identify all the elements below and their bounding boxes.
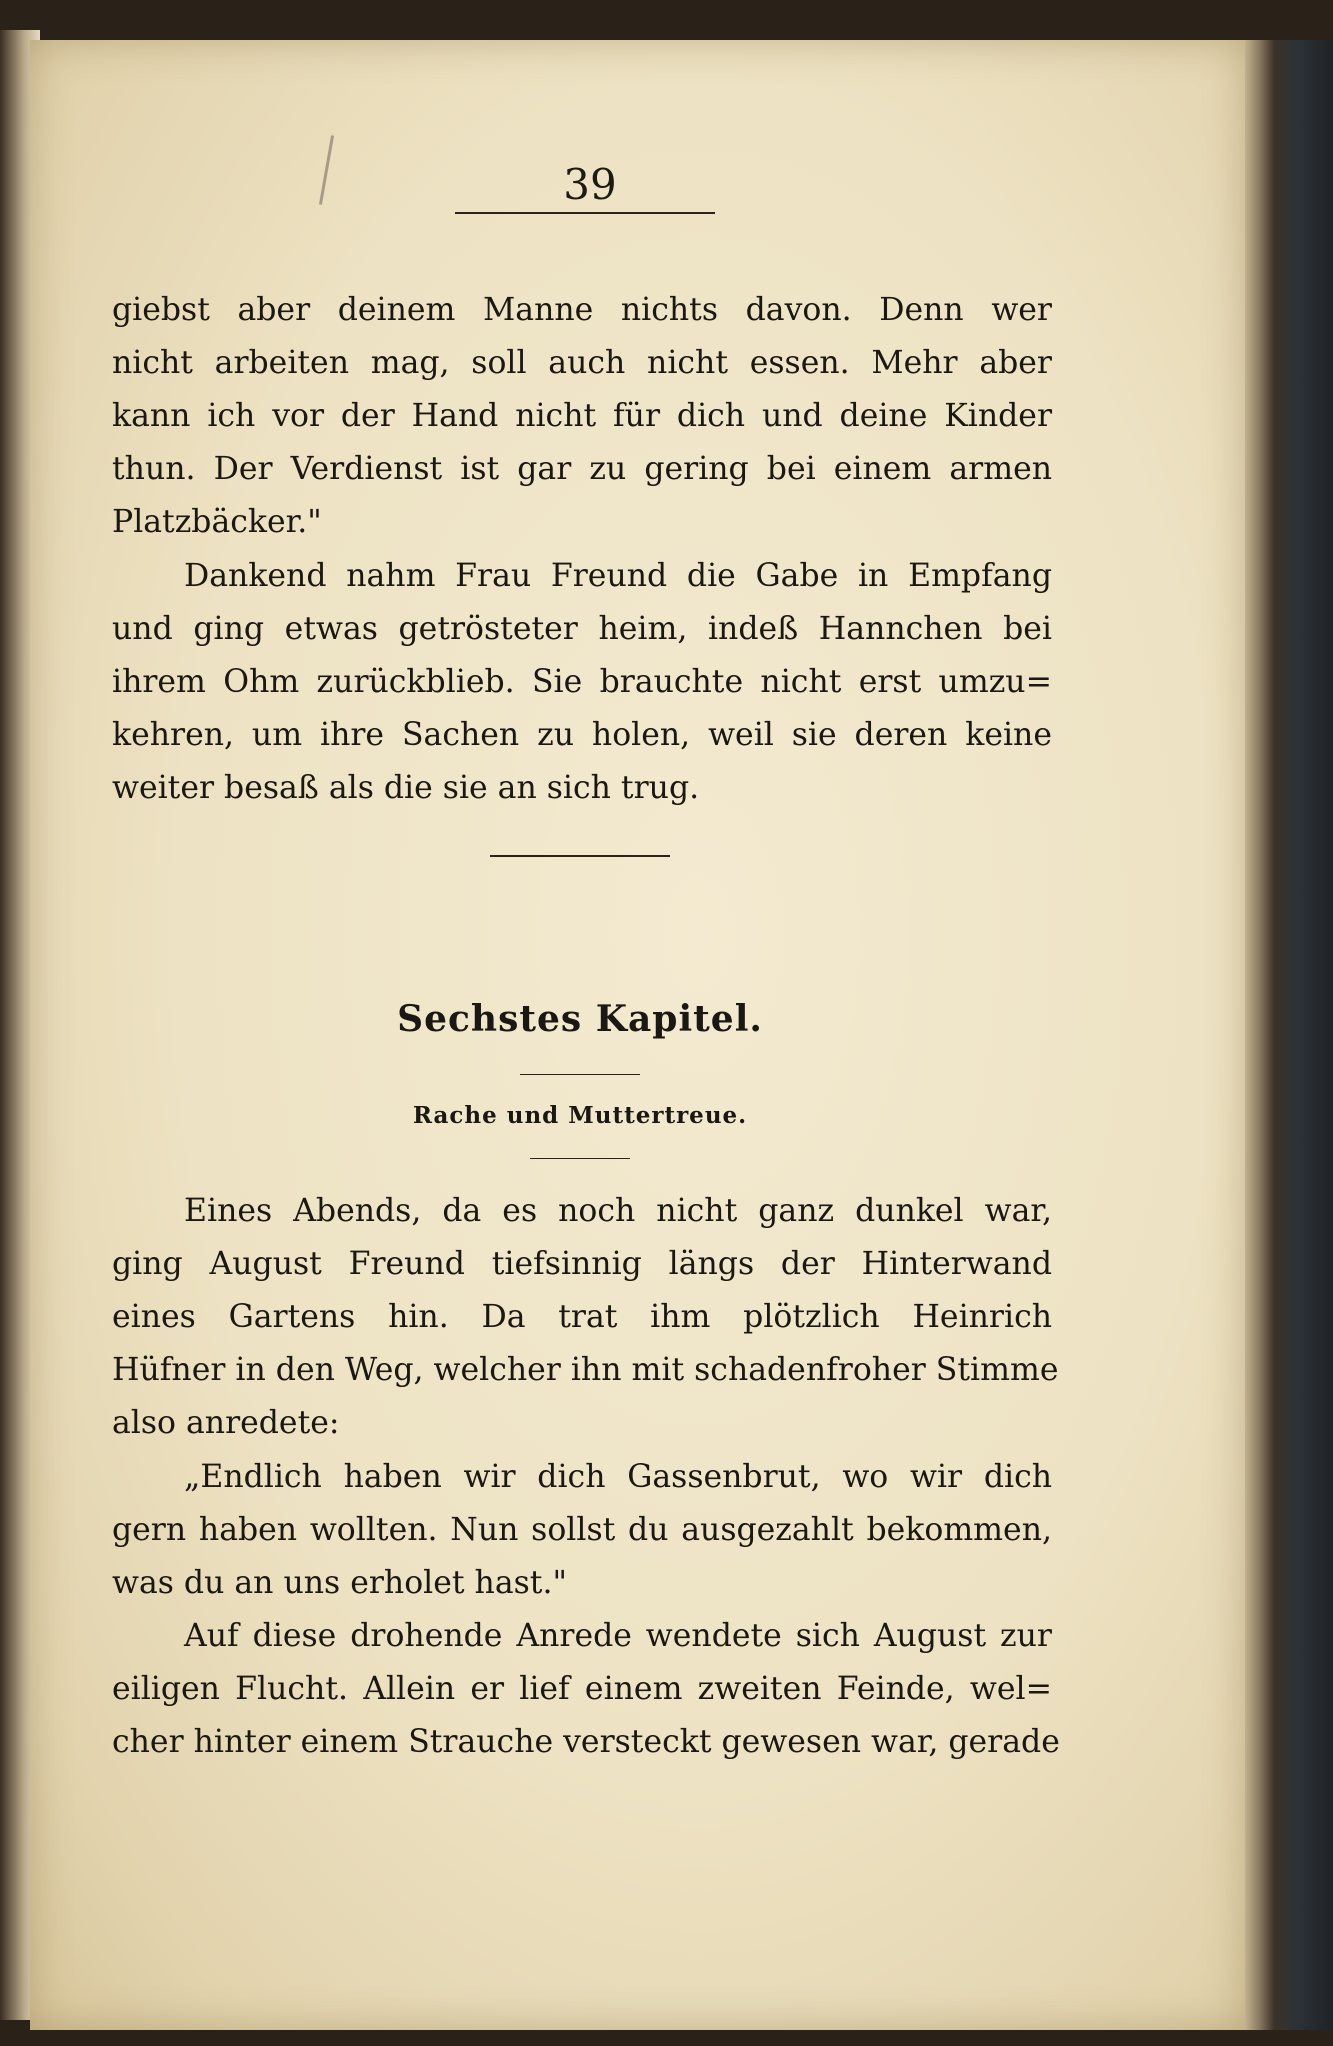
paragraph-3: [112, 1185, 1059, 1450]
text-line: Eines Abends, da es noch nicht ganz dunkel war,: [184, 1193, 1052, 1229]
book-page: [30, 40, 1245, 2030]
text-line: „Endlich haben wir dich Gassenbrut, wo wir dich: [184, 1459, 1052, 1495]
text-line: ging August Freund tiefsinnig längs der Hinterwand: [112, 1246, 1052, 1282]
section-divider: [490, 855, 670, 857]
paragraph-2: [112, 550, 1052, 815]
text-line: Hüfner in den Weg, welcher ihn mit schadenfroher Stimme: [112, 1352, 1059, 1388]
text-line: gern haben wollten. Nun sollst du ausgezahlt bekommen,: [112, 1512, 1052, 1548]
text-line: giebst aber deinem Manne nichts davon. Denn wer: [112, 292, 1052, 328]
text-line: was du an uns erholet hast.": [112, 1565, 567, 1601]
text-line: Auf diese drohende Anrede wendete sich August zur: [184, 1618, 1052, 1654]
text-line: eiligen Flucht. Allein er lief einem zweiten Feinde, wel=: [112, 1671, 1052, 1707]
header-rule: [455, 212, 715, 214]
text-line: cher hinter einem Strauche versteckt gewesen war, gerade: [112, 1724, 1060, 1760]
chapter-subtitle: Rache und Muttertreue.: [412, 1102, 748, 1129]
chapter-title-rule: [520, 1074, 640, 1075]
text-line: nicht arbeiten mag, soll auch nicht essen. Mehr aber: [112, 345, 1052, 381]
text-line: thun. Der Verdienst ist gar zu gering bei einem armen: [112, 451, 1052, 487]
text-line: kann ich vor der Hand nicht für dich und deine Kinder: [112, 398, 1052, 434]
text-line: kehren, um ihre Sachen zu holen, weil sie deren keine: [112, 717, 1052, 753]
text-line: ihrem Ohm zurückblieb. Sie brauchte nicht erst umzu=: [112, 664, 1052, 700]
pencil-mark: [319, 135, 334, 204]
text-line: eines Gartens hin. Da trat ihm plötzlich Heinrich: [112, 1299, 1052, 1335]
text-line: Platzbäcker.": [112, 504, 322, 540]
text-line: Dankend nahm Frau Freund die Gabe in Empfang: [184, 558, 1052, 594]
paragraph-1: [112, 284, 1052, 549]
book-edge-right: [1243, 40, 1333, 2030]
paragraph-4: [112, 1451, 1052, 1610]
paragraph-5: [112, 1610, 1060, 1769]
text-line: und ging etwas getrösteter heim, indeß Hannchen bei: [112, 611, 1052, 647]
text-line: weiter besaß als die sie an sich trug.: [112, 770, 700, 806]
chapter-title: Sechstes Kapitel.: [397, 998, 763, 1040]
chapter-subtitle-rule: [530, 1158, 630, 1159]
text-line: also anredete:: [112, 1405, 340, 1441]
page-number: 39: [563, 160, 617, 209]
